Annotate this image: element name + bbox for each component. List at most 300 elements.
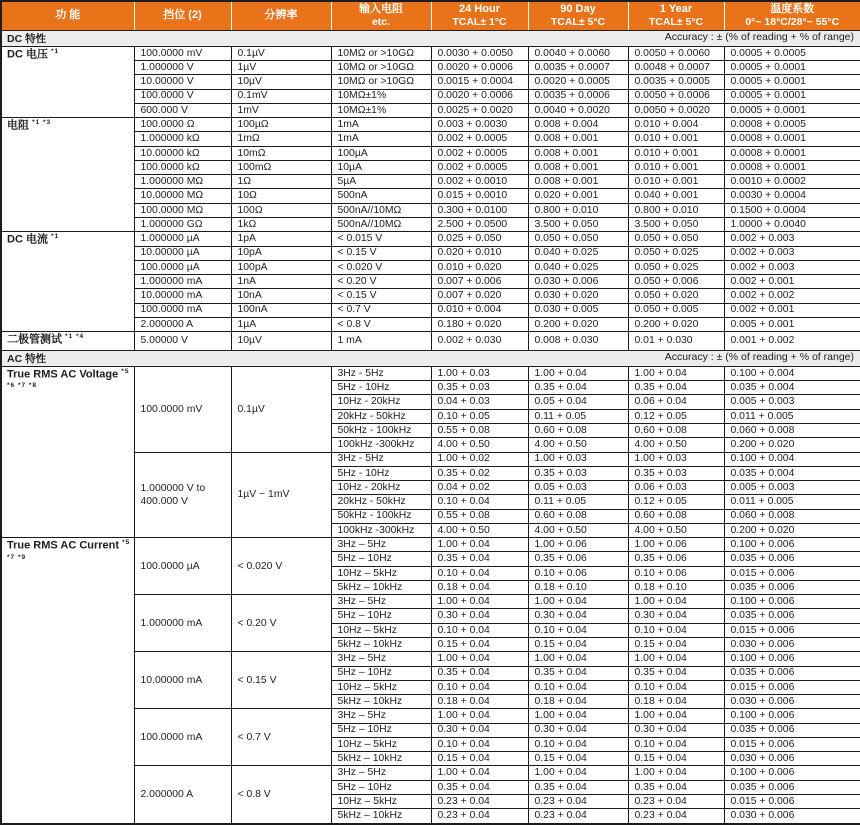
function-footnotes: *1 — [51, 47, 60, 55]
frequency-band-cell: 20kHz - 50kHz — [331, 495, 431, 509]
value-90day: 0.23 + 0.04 — [528, 809, 628, 824]
value-24hour: 0.30 + 0.04 — [431, 723, 528, 737]
frequency-band-cell: 5kHz – 10kHz — [331, 695, 431, 709]
value-tempco: 0.002 + 0.001 — [724, 303, 860, 317]
value-24hour: 1.00 + 0.04 — [431, 652, 528, 666]
value-1year: 0.23 + 0.04 — [628, 809, 724, 824]
resolution-cell: 0.1mV — [231, 89, 331, 103]
frequency-band-cell: 5Hz – 10Hz — [331, 552, 431, 566]
value-90day: 0.030 + 0.020 — [528, 289, 628, 303]
value-24hour: 0.18 + 0.04 — [431, 695, 528, 709]
column-header-line2: 0°~ 18°C/28°~ 55°C — [745, 16, 840, 29]
value-tempco: 0.100 + 0.004 — [724, 366, 860, 380]
table-body — [1, 30, 860, 824]
value-tempco: 0.015 + 0.006 — [724, 566, 860, 580]
value-tempco: 0.015 + 0.006 — [724, 794, 860, 808]
input-impedance-cell: 10MΩ or >10GΩ — [331, 75, 431, 89]
range-cell: 10.00000 MΩ — [134, 189, 231, 203]
value-1year: 0.12 + 0.05 — [628, 409, 724, 423]
column-header-line2: TCAL± 5°C — [648, 16, 704, 29]
range-cell: 5.00000 V — [134, 332, 231, 351]
value-tempco: 0.0010 + 0.0002 — [724, 175, 860, 189]
value-tempco: 0.035 + 0.006 — [724, 780, 860, 794]
value-1year: 0.01 + 0.030 — [628, 332, 724, 351]
section-title: AC 特性 — [7, 352, 47, 365]
frequency-band-cell: 10Hz - 20kHz — [331, 481, 431, 495]
value-1year: 0.050 + 0.006 — [628, 275, 724, 289]
function-cell — [1, 46, 134, 117]
function-label: 电阻 — [7, 119, 29, 132]
value-24hour: 0.010 + 0.020 — [431, 260, 528, 274]
value-1year: 0.0050 + 0.0060 — [628, 46, 724, 60]
value-24hour: 0.300 + 0.0100 — [431, 203, 528, 217]
input-impedance-cell: 1mA — [331, 118, 431, 132]
section-title: DC 特性 — [7, 32, 47, 45]
value-90day: 0.0035 + 0.0007 — [528, 61, 628, 75]
column-header-line1: 24 Hour — [459, 3, 500, 15]
value-tempco: 0.100 + 0.006 — [724, 538, 860, 552]
value-24hour: 1.00 + 0.04 — [431, 595, 528, 609]
value-24hour: 0.10 + 0.04 — [431, 737, 528, 751]
value-1year: 0.010 + 0.001 — [628, 175, 724, 189]
value-1year: 0.35 + 0.04 — [628, 666, 724, 680]
column-header-1 — [134, 1, 231, 30]
value-tempco: 0.011 + 0.005 — [724, 495, 860, 509]
range-cell: 1.000000 mA — [134, 595, 231, 652]
input-impedance-cell: < 0.8 V — [331, 317, 431, 331]
value-90day: 0.10 + 0.04 — [528, 737, 628, 751]
range-cell: 1.000000 V — [134, 61, 231, 75]
value-tempco: 0.011 + 0.005 — [724, 409, 860, 423]
frequency-band-cell: 5Hz – 10Hz — [331, 609, 431, 623]
value-tempco: 0.0005 + 0.0001 — [724, 61, 860, 75]
value-24hour: 0.002 + 0.030 — [431, 332, 528, 351]
function-label: 二极管测试 — [7, 333, 62, 346]
value-tempco: 0.015 + 0.006 — [724, 680, 860, 694]
value-tempco: 0.0005 + 0.0005 — [724, 46, 860, 60]
value-1year: 0.30 + 0.04 — [628, 609, 724, 623]
value-tempco: 0.002 + 0.001 — [724, 275, 860, 289]
frequency-band-cell: 50kHz - 100kHz — [331, 509, 431, 523]
input-impedance-cell: < 0.015 V — [331, 232, 431, 246]
resolution-cell: < 0.8 V — [231, 766, 331, 824]
value-1year: 0.15 + 0.04 — [628, 752, 724, 766]
value-tempco: 0.005 + 0.003 — [724, 481, 860, 495]
value-90day: 1.00 + 0.04 — [528, 652, 628, 666]
range-cell: 100.0000 Ω — [134, 118, 231, 132]
value-24hour: 0.04 + 0.03 — [431, 395, 528, 409]
function-label: DC 电流 — [7, 233, 48, 246]
value-90day: 1.00 + 0.04 — [528, 366, 628, 380]
value-1year: 0.06 + 0.03 — [628, 481, 724, 495]
value-1year: 1.00 + 0.06 — [628, 538, 724, 552]
value-90day: 0.008 + 0.001 — [528, 132, 628, 146]
resolution-cell: < 0.15 V — [231, 652, 331, 709]
value-1year: 0.050 + 0.005 — [628, 303, 724, 317]
value-90day: 0.35 + 0.06 — [528, 552, 628, 566]
range-cell: 2.000000 A — [134, 766, 231, 824]
value-24hour: 0.10 + 0.05 — [431, 409, 528, 423]
table-head — [1, 1, 860, 30]
column-header-7 — [724, 1, 860, 30]
value-24hour: 0.04 + 0.02 — [431, 481, 528, 495]
frequency-band-cell: 3Hz – 5Hz — [331, 595, 431, 609]
column-header-0 — [1, 1, 134, 30]
resolution-cell: 1mV — [231, 103, 331, 117]
value-tempco: 0.035 + 0.006 — [724, 723, 860, 737]
value-24hour: 0.15 + 0.04 — [431, 752, 528, 766]
column-header-4 — [431, 1, 528, 30]
function-label: True RMS AC Voltage — [7, 368, 119, 381]
resolution-cell: 100µΩ — [231, 118, 331, 132]
value-90day: 0.30 + 0.04 — [528, 723, 628, 737]
value-tempco: 0.0008 + 0.0001 — [724, 132, 860, 146]
value-90day: 4.00 + 0.50 — [528, 438, 628, 452]
function-cell — [1, 538, 134, 824]
value-tempco: 0.100 + 0.006 — [724, 766, 860, 780]
value-tempco: 0.030 + 0.006 — [724, 752, 860, 766]
column-header-line1: 温度系数 — [770, 3, 815, 15]
function-footnotes: *1 — [51, 233, 60, 241]
function-footnotes: *1 *4 — [65, 333, 85, 341]
value-90day: 0.0040 + 0.0060 — [528, 46, 628, 60]
value-tempco: 0.030 + 0.006 — [724, 637, 860, 651]
frequency-band-cell: 3Hz – 5Hz — [331, 709, 431, 723]
value-90day: 0.35 + 0.03 — [528, 466, 628, 480]
value-24hour: 0.10 + 0.04 — [431, 623, 528, 637]
value-90day: 0.0040 + 0.0020 — [528, 103, 628, 117]
value-90day: 0.23 + 0.04 — [528, 794, 628, 808]
value-90day: 0.008 + 0.001 — [528, 160, 628, 174]
value-1year: 4.00 + 0.50 — [628, 523, 724, 537]
value-tempco: 1.0000 + 0.0040 — [724, 217, 860, 231]
value-90day: 0.30 + 0.04 — [528, 609, 628, 623]
value-24hour: 0.10 + 0.04 — [431, 566, 528, 580]
value-1year: 0.040 + 0.001 — [628, 189, 724, 203]
input-impedance-cell: < 0.15 V — [331, 289, 431, 303]
value-90day: 0.18 + 0.10 — [528, 580, 628, 594]
value-1year: 0.18 + 0.10 — [628, 580, 724, 594]
value-24hour: 0.015 + 0.0010 — [431, 189, 528, 203]
value-24hour: 1.00 + 0.02 — [431, 452, 528, 466]
value-1year: 0.0048 + 0.0007 — [628, 61, 724, 75]
value-1year: 0.050 + 0.025 — [628, 260, 724, 274]
range-cell: 100.0000 V — [134, 89, 231, 103]
value-90day: 0.05 + 0.03 — [528, 481, 628, 495]
section-header-cell — [1, 30, 860, 46]
value-tempco: 0.100 + 0.004 — [724, 452, 860, 466]
value-1year: 1.00 + 0.04 — [628, 709, 724, 723]
value-24hour: 0.025 + 0.050 — [431, 232, 528, 246]
resolution-cell: 1kΩ — [231, 217, 331, 231]
value-tempco: 0.005 + 0.001 — [724, 317, 860, 331]
resolution-cell: 1µV ~ 1mV — [231, 452, 331, 538]
frequency-band-cell: 5kHz – 10kHz — [331, 752, 431, 766]
value-90day: 0.11 + 0.05 — [528, 409, 628, 423]
range-cell: 1.000000 V to 400.000 V — [134, 452, 231, 538]
resolution-cell: 100mΩ — [231, 160, 331, 174]
input-impedance-cell: 10MΩ±1% — [331, 103, 431, 117]
function-cell — [1, 332, 134, 351]
value-tempco: 0.0005 + 0.0001 — [724, 89, 860, 103]
value-1year: 0.050 + 0.020 — [628, 289, 724, 303]
range-cell: 100.0000 µA — [134, 260, 231, 274]
value-tempco: 0.015 + 0.006 — [724, 737, 860, 751]
value-1year: 0.050 + 0.050 — [628, 232, 724, 246]
function-footnotes: *5 *6 *7 *8 — [7, 367, 130, 390]
resolution-cell: 10nA — [231, 289, 331, 303]
resolution-cell: 10Ω — [231, 189, 331, 203]
frequency-band-cell: 10Hz – 5kHz — [331, 623, 431, 637]
value-tempco: 0.035 + 0.006 — [724, 666, 860, 680]
value-24hour: 2.500 + 0.0500 — [431, 217, 528, 231]
value-24hour: 0.007 + 0.006 — [431, 275, 528, 289]
frequency-band-cell: 10Hz – 5kHz — [331, 794, 431, 808]
resolution-cell: < 0.20 V — [231, 595, 331, 652]
range-cell: 100.0000 mV — [134, 46, 231, 60]
value-1year: 0.35 + 0.06 — [628, 552, 724, 566]
value-90day: 0.35 + 0.04 — [528, 381, 628, 395]
value-1year: 0.60 + 0.08 — [628, 509, 724, 523]
value-1year: 0.35 + 0.03 — [628, 466, 724, 480]
value-90day: 1.00 + 0.04 — [528, 709, 628, 723]
input-impedance-cell: < 0.7 V — [331, 303, 431, 317]
value-90day: 1.00 + 0.03 — [528, 452, 628, 466]
input-impedance-cell: 500nA//10MΩ — [331, 203, 431, 217]
value-90day: 0.10 + 0.04 — [528, 623, 628, 637]
spec-row — [1, 46, 860, 60]
value-1year: 0.06 + 0.04 — [628, 395, 724, 409]
value-90day: 0.008 + 0.001 — [528, 175, 628, 189]
column-header-line1: 挡位 (2) — [163, 9, 202, 22]
function-cell — [1, 366, 134, 537]
frequency-band-cell: 10Hz – 5kHz — [331, 680, 431, 694]
value-1year: 0.35 + 0.04 — [628, 780, 724, 794]
spec-row — [1, 366, 860, 380]
value-90day: 4.00 + 0.50 — [528, 523, 628, 537]
value-90day: 0.200 + 0.020 — [528, 317, 628, 331]
value-1year: 0.050 + 0.025 — [628, 246, 724, 260]
resolution-cell: < 0.7 V — [231, 709, 331, 766]
value-90day: 0.35 + 0.04 — [528, 780, 628, 794]
value-1year: 1.00 + 0.04 — [628, 595, 724, 609]
value-90day: 0.008 + 0.004 — [528, 118, 628, 132]
value-24hour: 0.55 + 0.08 — [431, 423, 528, 437]
column-header-6 — [628, 1, 724, 30]
value-1year: 0.15 + 0.04 — [628, 637, 724, 651]
function-label: True RMS AC Current — [7, 539, 120, 552]
value-90day: 1.00 + 0.06 — [528, 538, 628, 552]
resolution-cell: 10mΩ — [231, 146, 331, 160]
range-cell: 100.0000 µA — [134, 538, 231, 595]
value-1year: 3.500 + 0.050 — [628, 217, 724, 231]
value-1year: 0.010 + 0.001 — [628, 146, 724, 160]
value-90day: 0.10 + 0.04 — [528, 680, 628, 694]
value-90day: 0.11 + 0.05 — [528, 495, 628, 509]
value-tempco: 0.0005 + 0.0001 — [724, 75, 860, 89]
value-24hour: 0.55 + 0.08 — [431, 509, 528, 523]
value-1year: 0.10 + 0.04 — [628, 623, 724, 637]
spec-row — [1, 118, 860, 132]
resolution-cell: 1pA — [231, 232, 331, 246]
value-tempco: 0.0005 + 0.0001 — [724, 103, 860, 117]
value-tempco: 0.035 + 0.004 — [724, 381, 860, 395]
value-90day: 0.15 + 0.04 — [528, 752, 628, 766]
value-24hour: 0.0020 + 0.0006 — [431, 61, 528, 75]
frequency-band-cell: 3Hz - 5Hz — [331, 366, 431, 380]
value-90day: 1.00 + 0.04 — [528, 766, 628, 780]
resolution-cell: 10µV — [231, 75, 331, 89]
value-90day: 0.10 + 0.06 — [528, 566, 628, 580]
frequency-band-cell: 5kHz – 10kHz — [331, 809, 431, 824]
value-tempco: 0.002 + 0.003 — [724, 232, 860, 246]
value-tempco: 0.015 + 0.006 — [724, 623, 860, 637]
frequency-band-cell: 10Hz – 5kHz — [331, 566, 431, 580]
value-24hour: 0.35 + 0.02 — [431, 466, 528, 480]
value-24hour: 0.002 + 0.0010 — [431, 175, 528, 189]
column-header-2 — [231, 1, 331, 30]
value-1year: 0.12 + 0.05 — [628, 495, 724, 509]
value-90day: 0.0035 + 0.0006 — [528, 89, 628, 103]
resolution-cell: < 0.020 V — [231, 538, 331, 595]
value-90day: 0.050 + 0.050 — [528, 232, 628, 246]
resolution-cell: 1mΩ — [231, 132, 331, 146]
value-tempco: 0.200 + 0.020 — [724, 438, 860, 452]
frequency-band-cell: 10Hz – 5kHz — [331, 737, 431, 751]
value-90day: 0.18 + 0.04 — [528, 695, 628, 709]
value-90day: 0.800 + 0.010 — [528, 203, 628, 217]
resolution-cell: 1nA — [231, 275, 331, 289]
resolution-cell: 100nA — [231, 303, 331, 317]
column-header-line1: 1 Year — [659, 3, 693, 15]
header-row — [1, 1, 860, 30]
value-tempco: 0.0008 + 0.0001 — [724, 146, 860, 160]
value-90day: 0.008 + 0.001 — [528, 146, 628, 160]
input-impedance-cell: 10MΩ or >10GΩ — [331, 46, 431, 60]
value-1year: 0.0050 + 0.0020 — [628, 103, 724, 117]
value-24hour: 0.002 + 0.0005 — [431, 146, 528, 160]
range-cell: 600.000 V — [134, 103, 231, 117]
frequency-band-cell: 3Hz – 5Hz — [331, 538, 431, 552]
value-1year: 0.0035 + 0.0005 — [628, 75, 724, 89]
value-tempco: 0.030 + 0.006 — [724, 809, 860, 824]
value-90day: 0.0020 + 0.0005 — [528, 75, 628, 89]
column-header-5 — [528, 1, 628, 30]
column-header-3 — [331, 1, 431, 30]
value-1year: 0.10 + 0.04 — [628, 680, 724, 694]
column-header-line2: TCAL± 1°C — [452, 16, 507, 29]
value-1year: 0.010 + 0.001 — [628, 132, 724, 146]
range-cell: 1.000000 MΩ — [134, 175, 231, 189]
range-cell: 10.00000 V — [134, 75, 231, 89]
function-cell — [1, 118, 134, 232]
value-24hour: 0.35 + 0.04 — [431, 666, 528, 680]
input-impedance-cell: < 0.15 V — [331, 246, 431, 260]
value-1year: 0.10 + 0.04 — [628, 737, 724, 751]
input-impedance-cell: 10MΩ±1% — [331, 89, 431, 103]
value-1year: 0.0050 + 0.0006 — [628, 89, 724, 103]
value-24hour: 0.003 + 0.0030 — [431, 118, 528, 132]
accuracy-note: Accuracy : ± (% of reading + % of range) — [664, 350, 854, 363]
value-24hour: 0.35 + 0.04 — [431, 780, 528, 794]
resolution-cell: 1µV — [231, 61, 331, 75]
value-90day: 0.040 + 0.025 — [528, 260, 628, 274]
resolution-cell: 0.1µV — [231, 46, 331, 60]
value-24hour: 4.00 + 0.50 — [431, 523, 528, 537]
value-tempco: 0.100 + 0.006 — [724, 709, 860, 723]
value-24hour: 0.020 + 0.010 — [431, 246, 528, 260]
value-tempco: 0.001 + 0.002 — [724, 332, 860, 351]
value-1year: 0.010 + 0.001 — [628, 160, 724, 174]
section-row — [1, 350, 860, 366]
range-cell: 1.000000 kΩ — [134, 132, 231, 146]
value-90day: 0.05 + 0.04 — [528, 395, 628, 409]
value-tempco: 0.0008 + 0.0001 — [724, 160, 860, 174]
column-header-line2: TCAL± 5°C — [550, 16, 606, 29]
function-footnotes: *5 *7 *9 — [7, 539, 131, 561]
frequency-band-cell: 50kHz - 100kHz — [331, 423, 431, 437]
range-cell: 100.0000 mA — [134, 303, 231, 317]
value-24hour: 4.00 + 0.50 — [431, 438, 528, 452]
value-90day: 0.008 + 0.030 — [528, 332, 628, 351]
function-footnotes: *1 *3 — [32, 119, 52, 127]
value-tempco: 0.060 + 0.008 — [724, 423, 860, 437]
value-1year: 1.00 + 0.04 — [628, 652, 724, 666]
frequency-band-cell: 5Hz - 10Hz — [331, 381, 431, 395]
value-24hour: 0.180 + 0.020 — [431, 317, 528, 331]
value-tempco: 0.0008 + 0.0005 — [724, 118, 860, 132]
value-1year: 1.00 + 0.04 — [628, 766, 724, 780]
value-24hour: 0.18 + 0.04 — [431, 580, 528, 594]
column-header-line1: 90 Day — [560, 3, 596, 15]
frequency-band-cell: 100kHz -300kHz — [331, 438, 431, 452]
value-1year: 0.18 + 0.04 — [628, 695, 724, 709]
resolution-cell: 1µA — [231, 317, 331, 331]
value-1year: 0.30 + 0.04 — [628, 723, 724, 737]
input-impedance-cell: 5µA — [331, 175, 431, 189]
range-cell: 100.0000 mA — [134, 709, 231, 766]
column-header-line1: 输入电阻 — [359, 3, 403, 15]
value-1year: 1.00 + 0.04 — [628, 366, 724, 380]
range-cell: 1.000000 mA — [134, 275, 231, 289]
value-1year: 0.10 + 0.06 — [628, 566, 724, 580]
range-cell: 10.00000 kΩ — [134, 146, 231, 160]
value-24hour: 0.0030 + 0.0050 — [431, 46, 528, 60]
spec-row — [1, 232, 860, 246]
range-cell: 100.0000 mV — [134, 366, 231, 452]
value-tempco: 0.1500 + 0.0004 — [724, 203, 860, 217]
value-tempco: 0.035 + 0.006 — [724, 580, 860, 594]
range-cell: 1.000000 GΩ — [134, 217, 231, 231]
resolution-cell: 100pA — [231, 260, 331, 274]
value-24hour: 0.0025 + 0.0020 — [431, 103, 528, 117]
value-1year: 0.200 + 0.020 — [628, 317, 724, 331]
frequency-band-cell: 100kHz -300kHz — [331, 523, 431, 537]
value-90day: 0.030 + 0.005 — [528, 303, 628, 317]
frequency-band-cell: 5Hz – 10Hz — [331, 723, 431, 737]
frequency-band-cell: 5Hz – 10Hz — [331, 666, 431, 680]
resolution-cell: 10pA — [231, 246, 331, 260]
input-impedance-cell: 10MΩ or >10GΩ — [331, 61, 431, 75]
value-90day: 3.500 + 0.050 — [528, 217, 628, 231]
input-impedance-cell: 1 mA — [331, 332, 431, 351]
value-tempco: 0.002 + 0.003 — [724, 260, 860, 274]
value-24hour: 0.007 + 0.020 — [431, 289, 528, 303]
value-24hour: 0.15 + 0.04 — [431, 637, 528, 651]
value-1year: 0.010 + 0.004 — [628, 118, 724, 132]
value-90day: 0.040 + 0.025 — [528, 246, 628, 260]
input-impedance-cell: < 0.20 V — [331, 275, 431, 289]
